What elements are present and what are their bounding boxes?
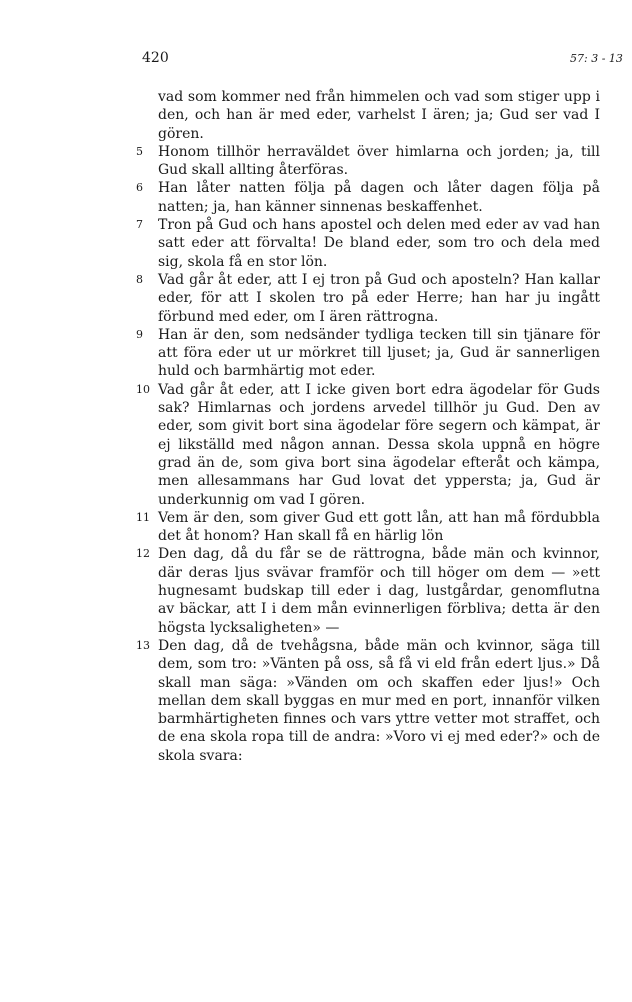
verse-number: 10	[136, 382, 150, 396]
verse-text: Den dag, då de tvehågsna, både män och kvinnor, säga till dem, som tro: »Vänten på oss, så få vi eld från edert ljus.» Då skall man säga: »Vänden om och skaffen eder ljus!» Och mellan dem skall byggas en mur med en port, innanför vilken barmhärtigheten finnes och vars yttre vetter mot straffet, och de ena skola ropa till de andra: »Voro vi ej med eder?» och de skola svara:	[158, 637, 600, 764]
verse-text: Vem är den, som giver Gud ett gott lån, att han må fördubbla det åt honom? Han skall få en härlig lön	[158, 509, 600, 545]
verse-6	[136, 179, 600, 216]
verse-number: 6	[136, 181, 143, 195]
page-header	[0, 50, 632, 72]
page-number: 420	[142, 50, 169, 66]
verse-9	[136, 326, 600, 381]
verse-text: Han låter natten följa på dagen och låter dagen följa på natten; ja, han känner sinnenas beskaffenhet.	[158, 180, 600, 215]
verse-13	[136, 637, 600, 765]
verse-text: Honom tillhör herraväldet över himlarna och jorden; ja, till Gud skall allting återföras.	[158, 143, 600, 179]
verse-number: 11	[136, 510, 150, 524]
verse-number: 7	[136, 218, 143, 232]
verse-number: 12	[136, 547, 150, 561]
verse-text: Vad går åt eder, att I icke given bort edra ägodelar för Guds sak? Himlarnas och jordens arvedel tillhör ju Gud. Den av eder, som givit bort sina ägodelar före segern och kämpat, är ej likställd med någon annan. Dessa skola uppnå en högre grad än de, som giva bort sina ägodelar efteråt och kämpa, men allesammans har Gud lovat det yppersta; ja, Gud är underkunnig om vad I gören.	[158, 381, 600, 508]
verse-10	[136, 381, 600, 509]
body-text	[136, 88, 600, 765]
verse-number: 13	[136, 638, 150, 652]
verse-text: Vad går åt eder, att I ej tron på Gud och aposteln? Han kallar eder, för att I skolen tro på eder Herre; han har ju ingått förbund med eder, om I ären rättrogna.	[158, 271, 600, 325]
verse-text: Tron på Gud och hans apostel och delen med eder av vad han satt eder att förvalta! De bland eder, som tro och dela med sig, skola få en stor lön.	[158, 217, 600, 270]
verse-text: vad som kommer ned från himmelen och vad som stiger upp i den, och han är med eder, varhelst I ären; ja; Gud ser vad I gören.	[158, 89, 600, 142]
verse-text: Han är den, som nedsänder tydliga tecken till sin tjänare för att föra eder ut ur mörkret till ljuset; ja, Gud är sannerligen huld och barmhärtig mot eder.	[158, 326, 600, 380]
verse-number: 9	[136, 327, 143, 341]
verse-continuation	[136, 88, 600, 143]
running-head: 57: 3 - 13	[570, 52, 623, 65]
verse-8	[136, 271, 600, 326]
verse-text: Den dag, då du får se de rättrogna, både män och kvinnor, där deras ljus svävar framför och till höger om dem — »ett hugnesamt budskap till eder i dag, lustgårdar, genomflutna av bäckar, att I i dem mån evinnerligen förbliva; detta är den högsta lycksaligheten» —	[158, 546, 600, 636]
verse-7	[136, 216, 600, 271]
verse-number: 8	[136, 272, 143, 286]
verse-5	[136, 143, 600, 180]
verse-12	[136, 545, 600, 636]
verse-number: 5	[136, 144, 143, 158]
verse-11	[136, 509, 600, 546]
